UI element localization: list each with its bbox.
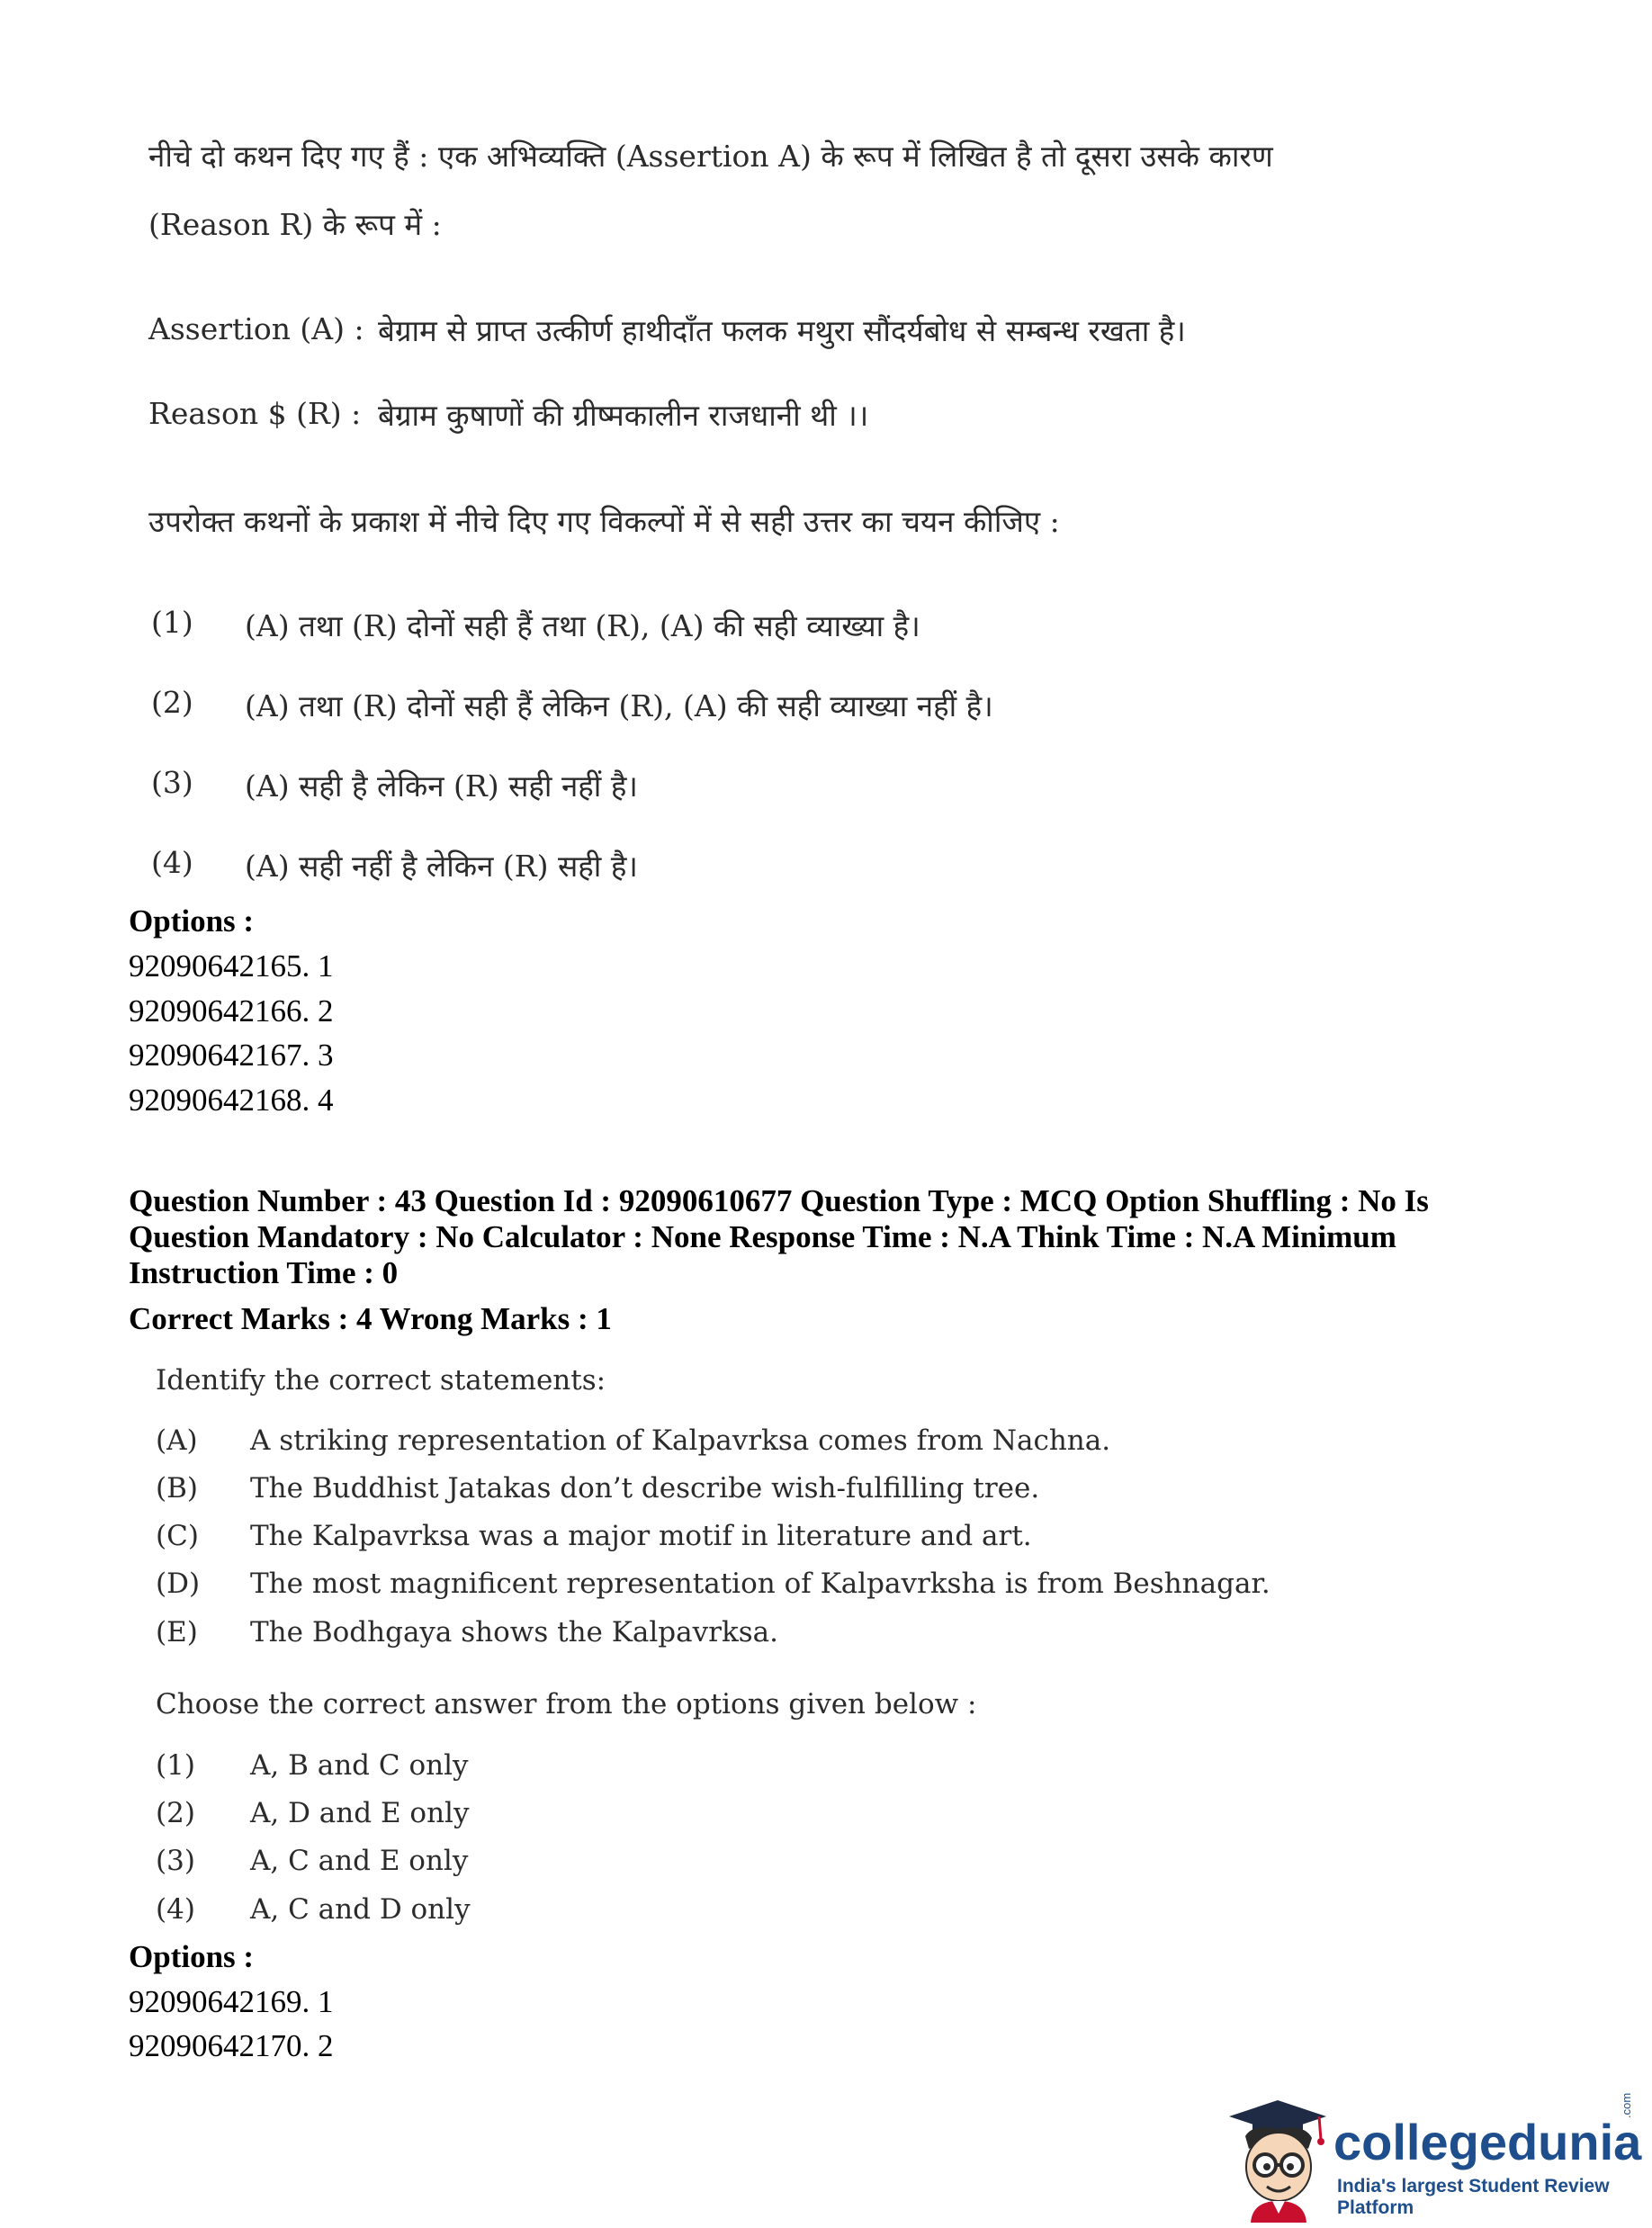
statement-text: The Kalpavrksa was a major motif in literature and art. [250,1520,1032,1552]
option-id: 92090642167. 3 [129,1038,334,1073]
statement-key: (C) [156,1520,199,1552]
choice-number: (1) [156,1749,195,1782]
q43-meta-line2: Question Mandatory : No Calculator : None Response Time : N.A Think Time : N.A Minimum [129,1219,1396,1254]
choice-number: (3) [151,765,193,800]
choice-number: (2) [156,1797,195,1829]
q42-assertion-label: Assertion (A) : [148,311,364,346]
choice-text: A, B and C only [250,1749,469,1782]
q42-reason-label: Reason $ (R) : [148,396,362,431]
q43-marks: Correct Marks : 4 Wrong Marks : 1 [129,1301,612,1336]
q43-prompt: Identify the correct statements: [156,1364,606,1397]
q42-options-label: Options : [129,903,255,939]
statement-text: The most magnificent representation of Kalpavrksha is from Beshnagar. [250,1568,1270,1600]
q42-intro-line1: नीचे दो कथन दिए गए हैं : एक अभिव्यक्ति (Assertion A) के रूप में लिखित है तो दूसरा उसके कारण [148,139,1273,174]
choice-text: (A) सही नहीं है लेकिन (R) सही है। [245,849,638,884]
statement-key: (A) [156,1424,198,1457]
choice-text: (A) तथा (R) दोनों सही हैं तथा (R), (A) की सही व्याख्या है। [245,608,920,643]
choice-number: (3) [156,1845,195,1877]
option-id: 92090642165. 1 [129,948,334,984]
statement-key: (E) [156,1616,198,1649]
q42-intro-line2: (Reason R) के रूप में : [148,207,442,242]
logo-tagline: India's largest Student Review Platform [1337,2176,1610,2218]
statement-text: A striking representation of Kalpavrksa comes from Nachna. [250,1424,1111,1457]
choice-text: (A) सही है लेकिन (R) सही नहीं है। [245,768,638,804]
option-id: 92090642169. 1 [129,1984,334,2019]
logo-suffix: .com [1620,2092,1633,2118]
choice-text: (A) तथा (R) दोनों सही हैं लेकिन (R), (A) की सही व्याख्या नहीं है। [245,688,993,723]
option-id: 92090642166. 2 [129,993,334,1029]
choice-text: A, C and D only [250,1893,471,1926]
choice-number: (1) [151,605,193,640]
statement-text: The Buddhist Jatakas don’t describe wish-fulfilling tree. [250,1472,1040,1505]
q43-meta-line1: Question Number : 43 Question Id : 92090610677 Question Type : MCQ Option Shuffling : No Is [129,1183,1429,1218]
collegedunia-logo [1226,2092,1642,2223]
option-id: 92090642168. 4 [129,1083,334,1118]
mascot-icon [1226,2097,1333,2223]
choice-text: A, D and E only [250,1797,470,1829]
q43-choose-text: Choose the correct answer from the options given below : [156,1688,977,1720]
choice-number: (4) [156,1893,195,1926]
choice-text: A, C and E only [250,1845,469,1877]
option-id: 92090642170. 2 [129,2028,334,2063]
choice-number: (2) [151,685,193,720]
logo-name: collegedunia [1333,2114,1642,2170]
q43-options-label: Options : [129,1939,255,1974]
q42-reason-text: बेग्राम कुषाणों की ग्रीष्मकालीन राजधानी थी ।। [378,398,869,433]
statement-text: The Bodhgaya shows the Kalpavrksa. [250,1616,778,1649]
q43-meta-line3: Instruction Time : 0 [129,1255,399,1290]
statement-key: (B) [156,1472,198,1505]
q42-assertion-text: बेग्राम से प्राप्त उत्कीर्ण हाथीदाँत फलक मथुरा सौंदर्यबोध से सम्बन्ध रखता है। [378,313,1186,348]
choice-number: (4) [151,845,193,880]
statement-key: (D) [156,1568,201,1600]
q42-instruction: उपरोक्त कथनों के प्रकाश में नीचे दिए गए विकल्पों में से सही उत्तर का चयन कीजिए : [148,504,1060,539]
